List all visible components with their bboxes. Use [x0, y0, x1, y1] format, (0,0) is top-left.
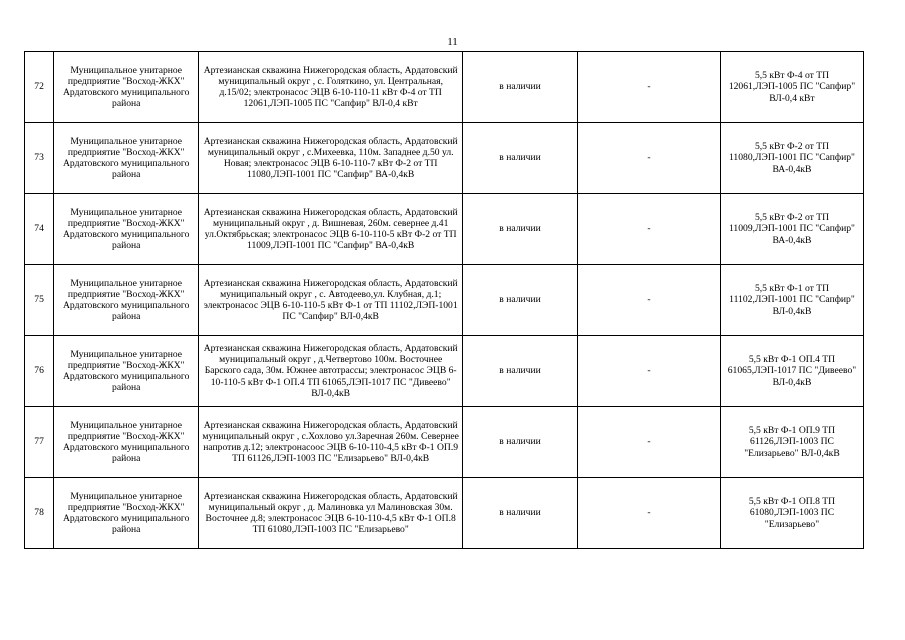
organization-cell: Муниципальное унитарное предприятие "Восход-ЖКХ" Ардатовского муниципального района — [54, 265, 199, 336]
empty-value-cell: - — [577, 336, 720, 407]
empty-value-cell: - — [577, 407, 720, 478]
description-cell: Артезианская скважина Нижегородская область, Ардатовский муниципальный округ , д.Четвертово 100м. Восточнее Барского сада, 30м. Южнее автотрассы; электронасос ЭЦВ 6-10-110-5 кВт Ф-1 ОП.4 ТП 61065,ЛЭП-1017 ПС "Дивеево" ВЛ-0,4кВ — [199, 336, 463, 407]
row-number: 76 — [25, 336, 54, 407]
empty-value-cell: - — [577, 194, 720, 265]
table-row — [25, 478, 864, 549]
row-number: 77 — [25, 407, 54, 478]
empty-value-cell: - — [577, 478, 720, 549]
table-row — [25, 52, 864, 123]
power-cell: 5,5 кВт Ф-2 от ТП 11009,ЛЭП-1001 ПС "Сапфир" ВА-0,4кВ — [720, 194, 863, 265]
table-row — [25, 407, 864, 478]
description-cell: Артезианская скважина Нижегородская область, Ардатовский муниципальный округ , д. Вишневая, 260м. севернее д.41 ул.Октябрьская; электронасос ЭЦВ 6-10-110-5 кВт Ф-2 от ТП 11009,ЛЭП-1001 ПС "Сапфир" ВА-0,4кВ — [199, 194, 463, 265]
organization-cell: Муниципальное унитарное предприятие "Восход-ЖКХ" Ардатовского муниципального района — [54, 407, 199, 478]
registry-table — [24, 51, 864, 549]
row-number: 78 — [25, 478, 54, 549]
table-row — [25, 265, 864, 336]
table-row — [25, 123, 864, 194]
status-cell: в наличии — [463, 407, 578, 478]
power-cell: 5,5 кВт Ф-1 ОП.9 ТП 61126,ЛЭП-1003 ПС "Елизарьево" ВЛ-0,4кВ — [720, 407, 863, 478]
description-cell: Артезианская скважина Нижегородская область, Ардатовский муниципальный округ , с. Автодеево,ул. Клубная, д.1; электронасос ЭЦВ 6-10-110-5 кВт Ф-1 от ТП 11102,ЛЭП-1001 ПС "Сапфир" ВЛ-0,4кВ — [199, 265, 463, 336]
organization-cell: Муниципальное унитарное предприятие "Восход-ЖКХ" Ардатовского муниципального района — [54, 123, 199, 194]
status-cell: в наличии — [463, 478, 578, 549]
table-row — [25, 336, 864, 407]
power-cell: 5,5 кВт Ф-1 ОП.8 ТП 61080,ЛЭП-1003 ПС "Елизарьево" — [720, 478, 863, 549]
description-cell: Артезианская скважина Нижегородская область, Ардатовский муниципальный округ , с.Хохлово ул.Заречная 260м. Севернее напротив д.12; электронасоос ЭЦВ 6-10-110-4,5 кВт Ф-1 ОП.9 ТП 61126,ЛЭП-1003 ПС "Елизарьево" ВЛ-0,4кВ — [199, 407, 463, 478]
status-cell: в наличии — [463, 265, 578, 336]
description-cell: Артезианская скважина Нижегородская область, Ардатовский муниципальный округ , с. Голяткино, ул. Центральная, д.15/02; электронасос ЭЦВ 6-10-110-11 кВт Ф-4 от ТП 12061,ЛЭП-1005 ПС "Сапфир" ВЛ-0,4 кВт — [199, 52, 463, 123]
row-number: 75 — [25, 265, 54, 336]
power-cell: 5,5 кВт Ф-2 от ТП 11080,ЛЭП-1001 ПС "Сапфир" ВА-0,4кВ — [720, 123, 863, 194]
organization-cell: Муниципальное унитарное предприятие "Восход-ЖКХ" Ардатовского муниципального района — [54, 52, 199, 123]
status-cell: в наличии — [463, 194, 578, 265]
empty-value-cell: - — [577, 123, 720, 194]
power-cell: 5,5 кВт Ф-1 ОП.4 ТП 61065,ЛЭП-1017 ПС "Дивеево" ВЛ-0,4кВ — [720, 336, 863, 407]
description-cell: Артезианская скважина Нижегородская область, Ардатовский муниципальный округ , д. Малиновка ул Малиновская 30м. Восточнее д.8; электронасос ЭЦВ 6-10-110-4,5 кВт Ф-1 ОП.8 ТП 61080,ЛЭП-1003 ПС "Елизарьево" — [199, 478, 463, 549]
description-cell: Артезианская скважина Нижегородская область, Ардатовский муниципальный округ , с.Михеевка, 110м. Западнее д.50 ул. Новая; электронасос ЭЦВ 6-10-110-7 кВт Ф-2 от ТП 11080,ЛЭП-1001 ПС "Сапфир" ВА-0,4кВ — [199, 123, 463, 194]
table-row — [25, 194, 864, 265]
row-number: 72 — [25, 52, 54, 123]
status-cell: в наличии — [463, 336, 578, 407]
empty-value-cell: - — [577, 52, 720, 123]
empty-value-cell: - — [577, 265, 720, 336]
status-cell: в наличии — [463, 52, 578, 123]
power-cell: 5,5 кВт Ф-1 от ТП 11102,ЛЭП-1001 ПС "Сапфир" ВЛ-0,4кВ — [720, 265, 863, 336]
organization-cell: Муниципальное унитарное предприятие "Восход-ЖКХ" Ардатовского муниципального района — [54, 478, 199, 549]
row-number: 74 — [25, 194, 54, 265]
organization-cell: Муниципальное унитарное предприятие "Восход-ЖКХ" Ардатовского муниципального района — [54, 336, 199, 407]
organization-cell: Муниципальное унитарное предприятие "Восход-ЖКХ" Ардатовского муниципального района — [54, 194, 199, 265]
power-cell: 5,5 кВт Ф-4 от ТП 12061,ЛЭП-1005 ПС "Сапфир" ВЛ-0,4 кВт — [720, 52, 863, 123]
row-number: 73 — [25, 123, 54, 194]
status-cell: в наличии — [463, 123, 578, 194]
page-number: 11 — [447, 36, 458, 48]
